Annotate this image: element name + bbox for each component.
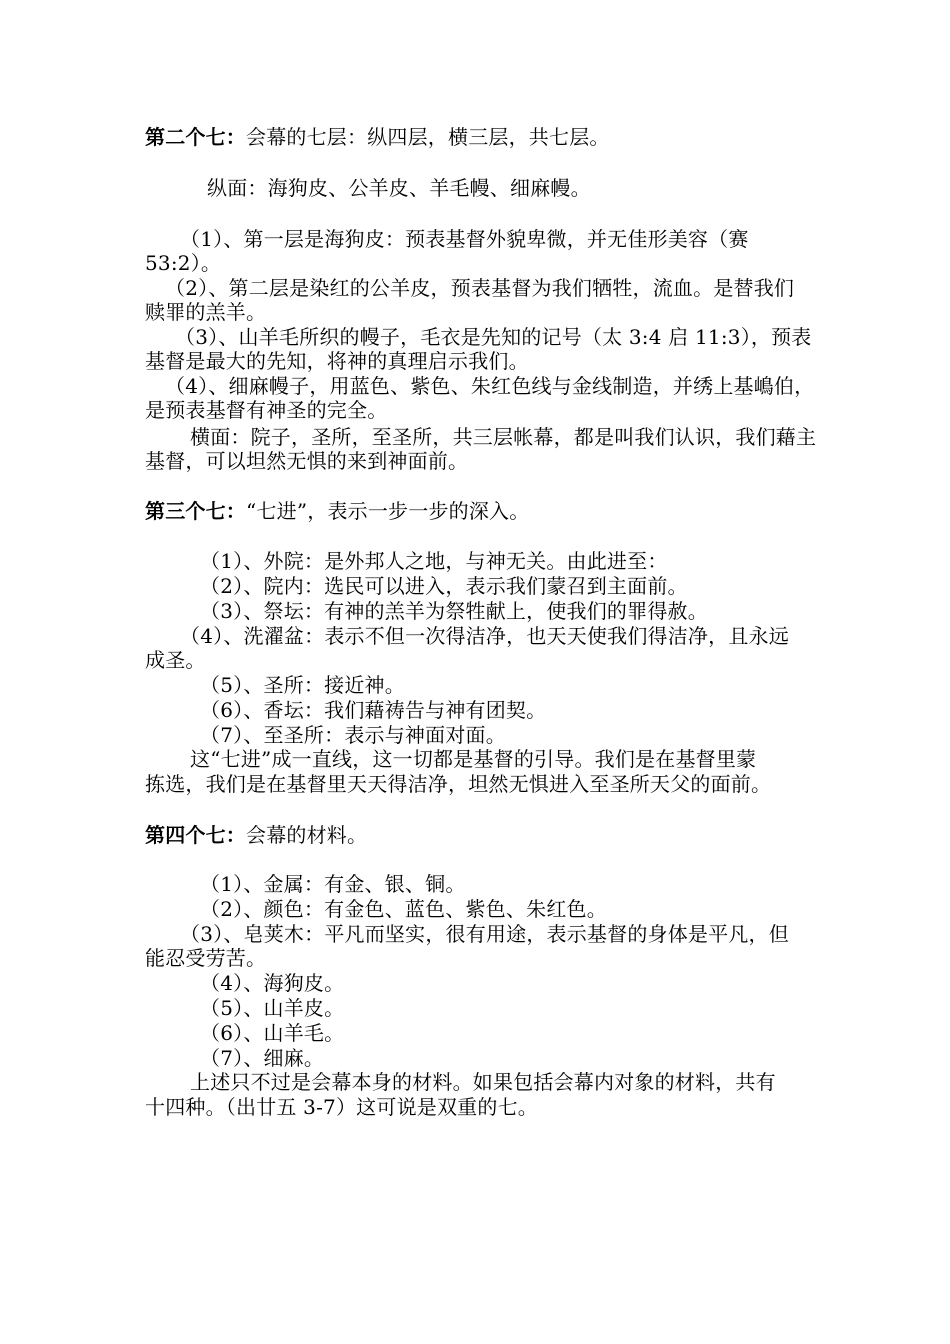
section-2-vertical: 纵面：海狗皮、公羊皮、羊毛幔、细麻幔。 (207, 176, 591, 200)
s2-horizontal-line-1: 横面：院子，圣所，至圣所，共三层帐幕，都是叫我们认识，我们藉主 (190, 425, 817, 449)
s2-item-4-line-2: 是预表基督有神圣的完全。 (145, 398, 388, 422)
s2-item-2-line-1: （2）、第二层是染红的公羊皮，预表基督为我们牺牲，流血。是替我们 (165, 276, 795, 300)
s2-item-1-line-2: 53:2）。 (145, 251, 222, 275)
s2-horizontal-line-2: 基督，可以坦然无惧的来到神面前。 (145, 449, 469, 473)
s3-item-4-line-2: 成圣。 (145, 648, 206, 672)
s3-item-4-line-1: （4）、洗濯盆：表示不但一次得洁净，也天天使我们得洁净，且永远 (180, 624, 789, 648)
s4-item-4: （4）、海狗皮。 (200, 971, 345, 995)
section-3-label: 第三个七： (145, 499, 246, 523)
section-2-label: 第二个七： (145, 125, 246, 149)
s4-item-3-line-1: （3）、皂荚木：平凡而坚实，很有用途，表示基督的身体是平凡，但 (180, 922, 789, 946)
s4-summary-line-1: 上述只不过是会幕本身的材料。如果包括会幕内对象的材料，共有 (190, 1070, 776, 1094)
s4-item-7: （7）、细麻。 (200, 1046, 325, 1070)
s3-summary-line-1: 这“七进”成一直线，这一切都是基督的引导。我们是在基督里蒙 (190, 747, 757, 771)
s3-item-3: （3）、祭坛：有神的羔羊为祭牲献上，使我们的罪得赦。 (200, 599, 708, 623)
s4-item-3-line-2: 能忍受劳苦。 (145, 946, 267, 970)
section-2-heading (145, 124, 610, 150)
s2-item-4-line-1: （4）、细麻幔子，用蓝色、紫色、朱红色线与金线制造，并绣上基嶋伯， (165, 374, 815, 398)
s4-item-2: （2）、颜色：有金色、蓝色、紫色、朱红色。 (200, 897, 607, 921)
s3-summary-line-2: 拣选，我们是在基督里天天得洁净，坦然无惧进入至圣所天父的面前。 (145, 772, 772, 796)
s4-summary-line-2: 十四种。（出廿五 3-7）这可说是双重的七。 (145, 1095, 538, 1119)
s2-item-2-line-2: 赎罪的羔羊。 (145, 300, 267, 324)
s4-item-5: （5）、山羊皮。 (200, 996, 345, 1020)
s3-item-2: （2）、院内：选民可以进入，表示我们蒙召到主面前。 (200, 574, 688, 598)
section-4-heading (145, 822, 367, 848)
section-4-title: 会幕的材料。 (246, 823, 368, 847)
section-3-title: “七进”，表示一步一步的深入。 (246, 499, 530, 523)
section-2-title: 会幕的七层：纵四层，横三层，共七层。 (246, 125, 610, 149)
s2-item-3-line-2: 基督是最大的先知，将神的真理启示我们。 (145, 349, 529, 373)
section-3-heading (145, 498, 529, 524)
section-4-label: 第四个七： (145, 823, 246, 847)
s3-item-5: （5）、圣所：接近神。 (200, 673, 405, 697)
s3-item-6: （6）、香坛：我们藉祷告与神有团契。 (200, 698, 547, 722)
s3-item-1: （1）、外院：是外邦人之地，与神无关。由此进至： (200, 549, 668, 573)
s2-item-3-line-1: （3）、山羊毛所织的幔子，毛衣是先知的记号（太 3:4 启 11:3），预表 (175, 325, 812, 349)
s4-item-6: （6）、山羊毛。 (200, 1021, 345, 1045)
s3-item-7: （7）、至圣所：表示与神面对面。 (200, 723, 506, 747)
s2-item-1-line-1: （1）、第一层是海狗皮：预表基督外貌卑微，并无佳形美容（赛 (180, 227, 749, 251)
s4-item-1: （1）、金属：有金、银、铜。 (200, 872, 466, 896)
